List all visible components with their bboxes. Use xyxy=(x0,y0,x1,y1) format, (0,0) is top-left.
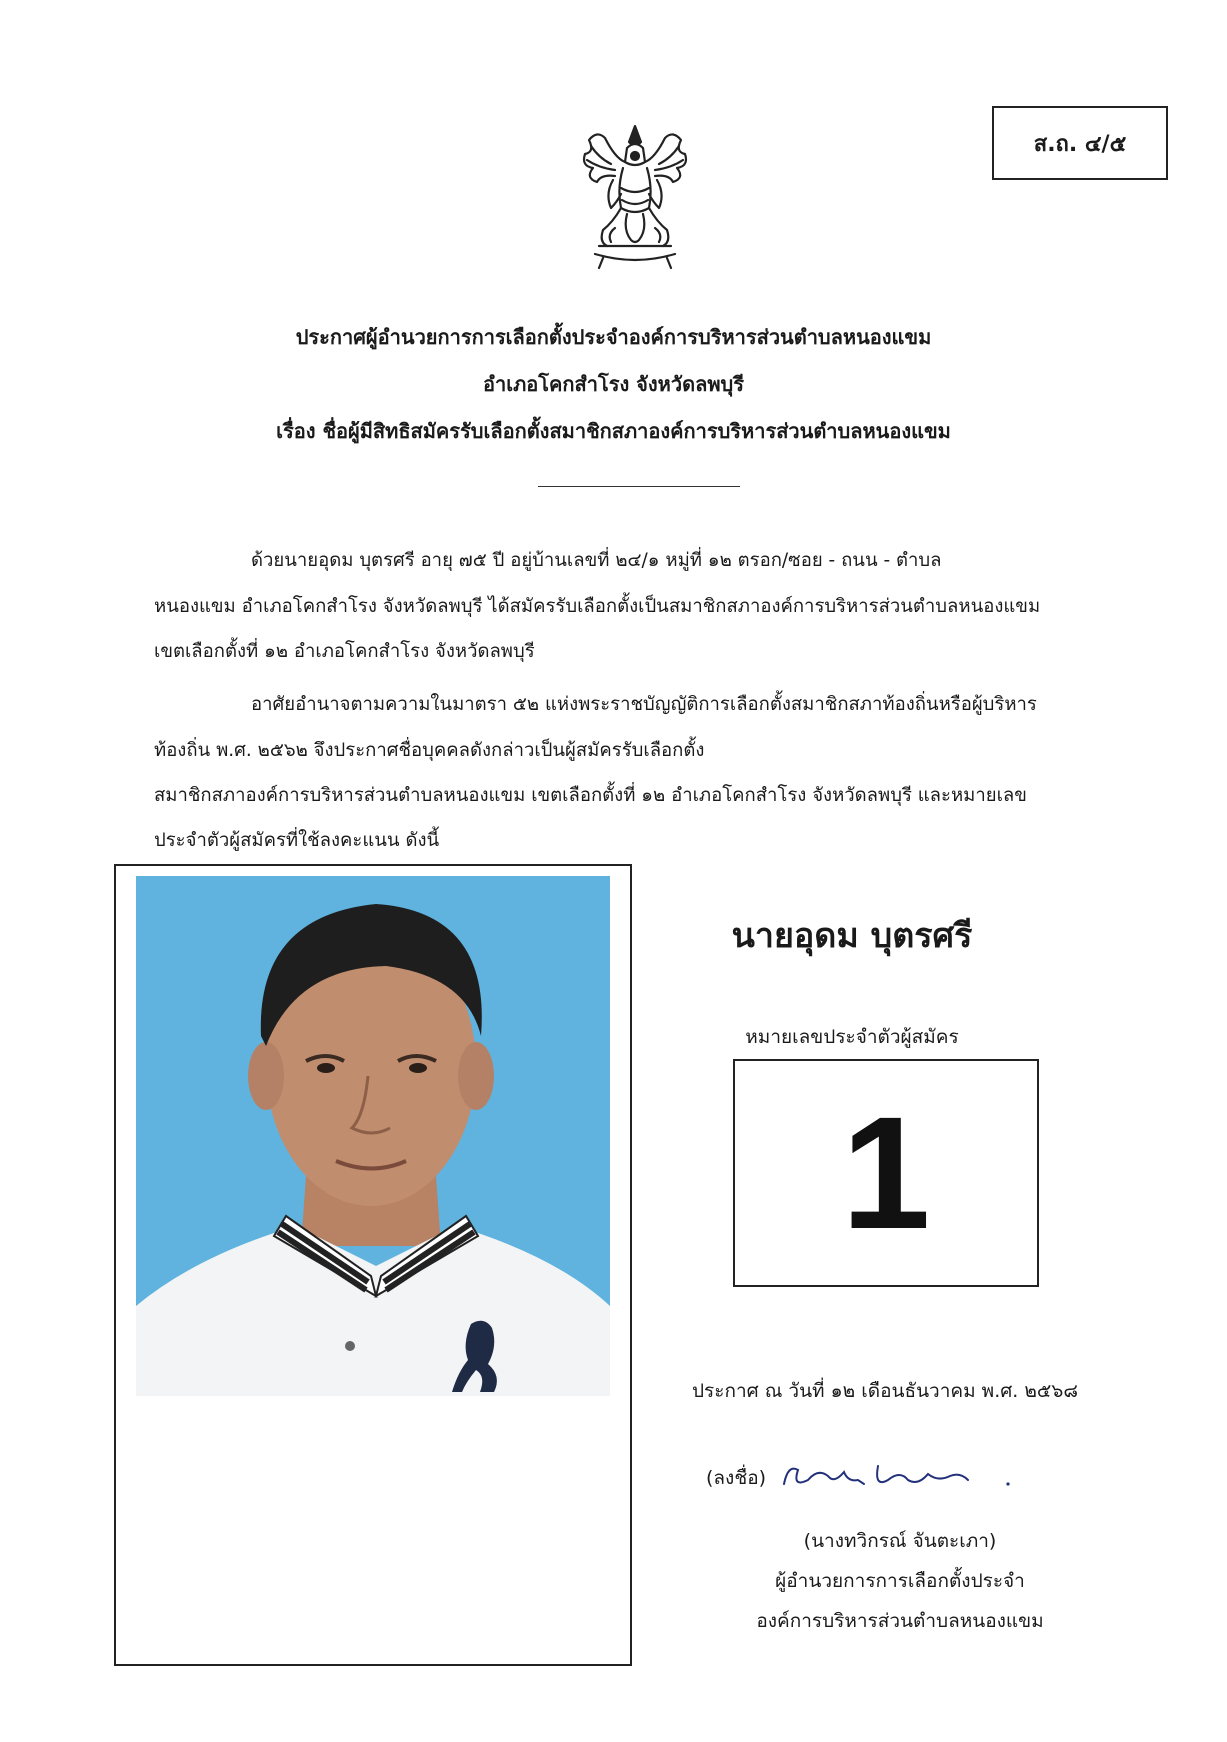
candidate-number-box xyxy=(733,1059,1039,1287)
header-line-1: ประกาศผู้อำนวยการการเลือกตั้งประจำองค์การบริหารส่วนตำบลหนองแขม xyxy=(295,325,932,349)
paragraph-1-line-1: ด้วยนายอุดม บุตรศรี อายุ ๗๕ ปี อยู่บ้านเลขที่ ๒๔/๑ หมู่ที่ ๑๒ ตรอก/ซอย - ถนน - ตำบล xyxy=(251,550,942,571)
candidate-name: นายอุดม บุตรศรี xyxy=(731,916,973,956)
garuda-emblem-icon xyxy=(555,118,715,278)
paragraph-1-line-2: หนองแขม อำเภอโคกสำโรง จังหวัดลพบุรี ได้สมัครรับเลือกตั้งเป็นสมาชิกสภาองค์การบริหารส่วนตำบลหนองแขม xyxy=(154,596,1041,617)
form-code-box xyxy=(992,106,1168,180)
sign-label: (ลงชื่อ) xyxy=(706,1467,767,1489)
candidate-number-label: หมายเลขประจำตัวผู้สมัคร xyxy=(745,1026,959,1048)
paragraph-2-line-4: ประจำตัวผู้สมัครที่ใช้ลงคะแนน ดังนี้ xyxy=(154,830,440,851)
signer-title-line-1: ผู้อำนวยการการเลือกตั้งประจำ xyxy=(775,1570,1025,1592)
paragraph-2-line-2: ท้องถิ่น พ.ศ. ๒๕๖๒ จึงประกาศชื่อบุคคลดังกล่าวเป็นผู้สมัครรับเลือกตั้ง xyxy=(154,740,705,761)
candidate-photo-frame xyxy=(114,864,632,1666)
paragraph-1-line-3: เขตเลือกตั้งที่ ๑๒ อำเภอโคกสำโรง จังหวัดลพบุรี xyxy=(154,641,535,662)
candidate-number: 1 xyxy=(841,1083,931,1262)
signer-title-line-2: องค์การบริหารส่วนตำบลหนองแขม xyxy=(756,1610,1044,1632)
header-divider xyxy=(538,486,740,487)
handwritten-signature xyxy=(778,1458,1028,1498)
signer-name: (นางทวิกรณ์ จันตะเภา) xyxy=(803,1530,997,1552)
signature-row xyxy=(706,1458,1028,1498)
header-line-3: เรื่อง ชื่อผู้มีสิทธิสมัครรับเลือกตั้งสมาชิกสภาองค์การบริหารส่วนตำบลหนองแขม xyxy=(276,419,951,443)
candidate-photo xyxy=(136,876,610,1396)
announcement-date: ประกาศ ณ วันที่ ๑๒ เดือนธันวาคม พ.ศ. ๒๕๖๘ xyxy=(691,1380,1078,1402)
header-line-2: อำเภอโคกสำโรง จังหวัดลพบุรี xyxy=(483,372,744,396)
paragraph-2-line-1: อาศัยอำนาจตามความในมาตรา ๕๒ แห่งพระราชบัญญัติการเลือกตั้งสมาชิกสภาท้องถิ่นหรือผู้บริหาร xyxy=(251,694,1037,715)
form-code: ส.ถ. ๔/๕ xyxy=(1033,131,1127,157)
paragraph-2-line-3: สมาชิกสภาองค์การบริหารส่วนตำบลหนองแขม เขตเลือกตั้งที่ ๑๒ อำเภอโคกสำโรง จังหวัดลพบุรี และหมายเลข xyxy=(154,785,1027,806)
